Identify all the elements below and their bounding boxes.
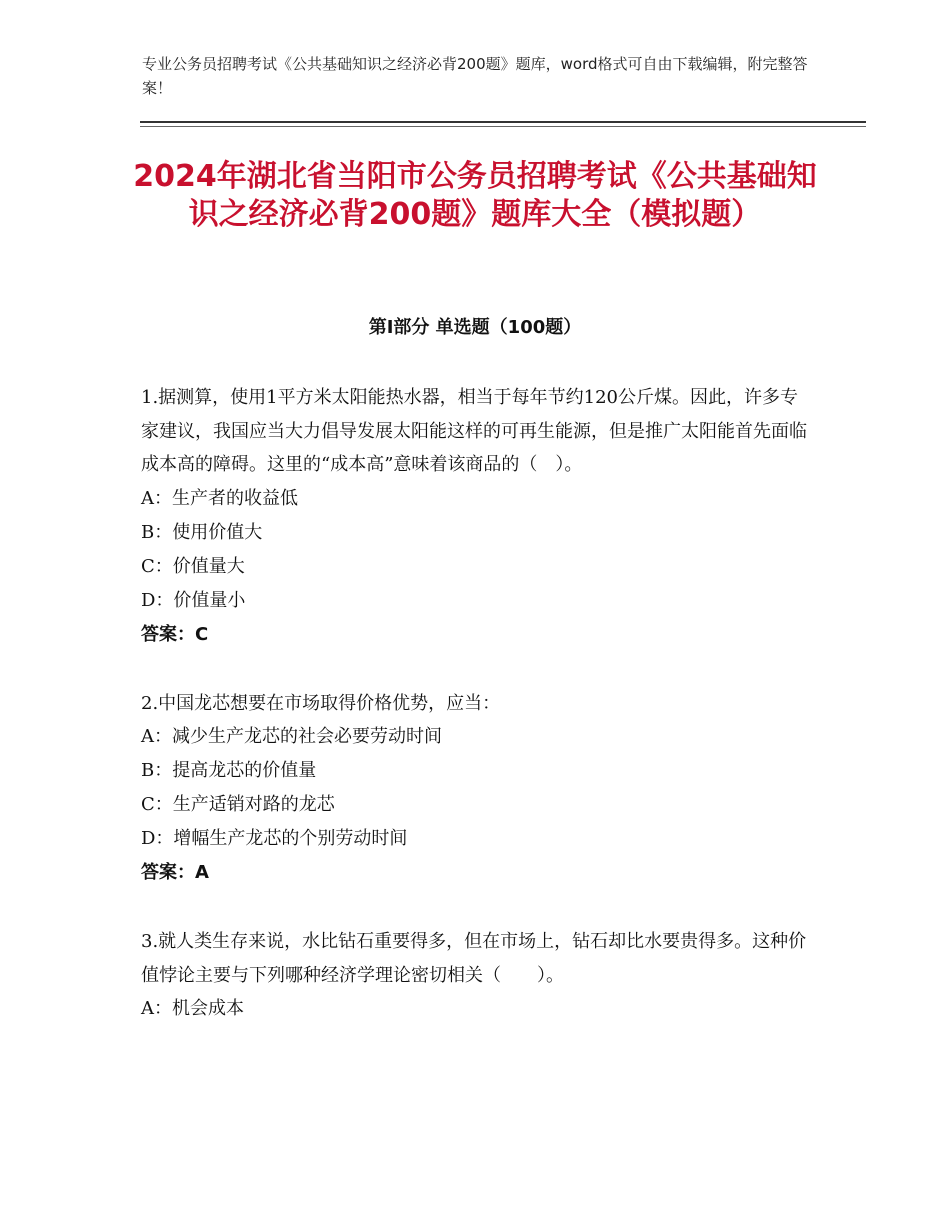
answer: 答案：C	[141, 623, 209, 645]
option-c: C：价值量大	[141, 555, 245, 577]
header-divider-thick	[140, 121, 866, 123]
question-1	[141, 381, 811, 652]
question-list	[141, 381, 811, 1061]
header-note: 专业公务员招聘考试《公共基础知识之经济必背200题》题库，word格式可自由下载编辑，附完整答案！	[142, 55, 808, 97]
header-divider-thin	[140, 126, 866, 127]
answer: 答案：A	[141, 862, 209, 883]
option-d: D：增幅生产龙芯的个别劳动时间	[141, 828, 408, 849]
question-3	[141, 925, 811, 1026]
question-stem: 1.据测算，使用1平方米太阳能热水器，相当于每年节约120公斤煤。因此，许多专家建议，我国应当大力倡导发展太阳能这样的可再生能源，但是推广太阳能首先面临成本高的障碍。这里的“成本高”意味着该商品的（ ）。	[141, 387, 807, 475]
option-b: B：提高龙芯的价值量	[141, 760, 317, 781]
section-title: 第I部分 单选题（100题）	[368, 317, 582, 338]
option-a: A：减少生产龙芯的社会必要劳动时间	[141, 726, 442, 747]
question-stem: 2.中国龙芯想要在市场取得价格优势，应当：	[141, 692, 501, 714]
option-d: D：价值量小	[141, 589, 246, 611]
document-title: 2024年湖北省当阳市公务员招聘考试《公共基础知识之经济必背200题》题库大全（模拟题）	[133, 159, 817, 232]
option-a: A：机会成本	[141, 998, 244, 1019]
question-stem: 3.就人类生存来说，水比钻石重要得多，但在市场上，钻石却比水要贵得多。这种价值悖论主要与下列哪种经济学理论密切相关（ ）。	[141, 931, 807, 986]
option-b: B：使用价值大	[141, 521, 263, 543]
option-c: C：生产适销对路的龙芯	[141, 794, 335, 815]
option-a: A：生产者的收益低	[141, 487, 298, 509]
question-2	[141, 687, 811, 891]
